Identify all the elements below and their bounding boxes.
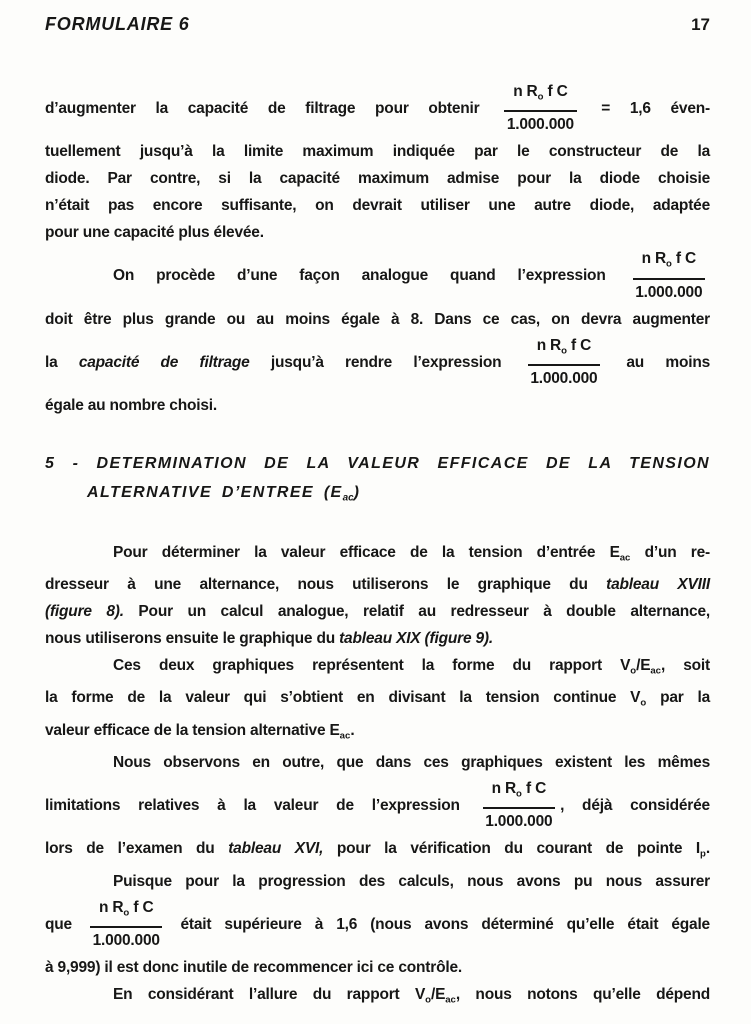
document-body [45,79,710,1013]
text-run: lors de l’examen du [45,840,229,858]
paragraph [45,652,710,749]
text-run: tableau XVIII [606,575,710,593]
text-line [45,219,710,246]
paragraph [45,79,710,246]
section-heading [45,449,710,512]
text-line [45,625,710,652]
text-run: pour la vérification du courant de pointe $I_p$. [323,840,710,860]
text-run: au moins [605,353,711,371]
text-run: diode. Par contre, si la capacité maximum admise pour la diode choisie [45,170,710,188]
text-line [45,895,710,954]
text-run: jusqu’à rendre l’expression [249,353,523,371]
text-run: doit être plus grande ou au moins égale à 8. Dans ce cas, on devra augmenter [45,310,710,328]
text-run: tableau XIX (figure 9). [339,629,493,647]
paragraph [45,749,710,868]
text-run: Pour un calcul analogue, relatif au redresseur à double alternance, [123,602,710,620]
fraction-numerator: n $R_o$ f C [504,81,576,112]
paragraph [45,981,710,1013]
fraction-denominator: 1.000.000 [506,116,574,134]
text-run: Nous observons en outre, que dans ces graphiques existent les mêmes [113,753,710,771]
text-run: limitations relatives à la valeur de l’expression [45,796,478,814]
fraction-denominator: 1.000.000 [530,370,598,388]
text-line [45,138,710,165]
text-run: (figure 8). [45,602,124,620]
text-run: à 9,999) il est donc inutile de recommencer ici ce contrôle. [45,959,462,977]
text-line [45,598,710,625]
text-line [45,539,710,571]
text-run: la forme de la valeur qui s’obtient en divisant la tension continue $V_o$ par la [45,689,710,709]
text-line [45,981,710,1013]
text-run: capacité de filtrage [78,353,250,371]
text-line [45,392,710,419]
page-header [45,14,710,35]
text-run: n’était pas encore suffisante, on devrait utiliser une autre diode, adaptée [45,197,710,215]
document-title: FORMULAIRE 6 [45,14,190,34]
fraction-numerator: n $R_o$ f C [528,335,600,366]
text-run: Pour déterminer la valeur efficace de la tension d’entrée $E_{ac}$ d’un re- [113,543,711,563]
text-line [45,192,710,219]
page-number: 17 [691,15,710,34]
text-run: tuellement jusqu’à la limite maximum indiquée par le constructeur de la [45,143,710,161]
text-line [45,571,710,598]
text-line [45,717,710,749]
text-run: était supérieure à 1,6 (nous avons déterminé qu’elle était égale [167,915,710,933]
text-run: En considérant l’allure du rapport $V_o/E_{ac}$, nous notons qu’elle dépend [113,986,710,1006]
text-run: = 1,6 éven- [581,99,710,117]
text-line [45,835,710,867]
fraction [504,81,576,136]
text-run: que [45,915,86,933]
text-run: égale au nombre choisi. [45,397,217,415]
text-run: tableau XVI, [228,840,324,858]
text-run: la [45,353,79,371]
paragraph [45,868,710,981]
fraction-denominator: 1.000.000 [92,932,160,950]
text-line [45,246,710,305]
text-line [45,165,710,192]
fraction-numerator: n $R_o$ f C [483,778,555,809]
text-run: pour une capacité plus élevée. [45,224,264,242]
text-run: 5 - DETERMINATION DE LA VALEUR EFFICACE DE LA TENSION [45,455,710,473]
text-line [45,333,710,392]
fraction-denominator: 1.000.000 [635,283,703,301]
text-line [45,79,710,138]
text-line [45,478,710,512]
fraction [483,778,555,833]
fraction [633,248,705,303]
text-run: Ces deux graphiques représentent la forme du rapport $V_o/E_{ac}$, soit [113,656,710,677]
paragraph [45,246,710,419]
text-run: Puisque pour la progression des calculs, nous avons pu nous assurer [113,872,710,890]
text-run: , déjà considérée [560,796,710,814]
text-line [45,749,710,776]
text-run: d’augmenter la capacité de filtrage pour obtenir [45,99,500,117]
fraction [528,335,600,390]
fraction [90,897,162,952]
text-run: On procède d’une façon analogue quand l’expression [113,267,628,285]
text-line [45,684,710,716]
fraction-denominator: 1.000.000 [485,813,553,831]
text-run: dresseur à une alternance, nous utiliserons le graphique du [45,575,607,593]
text-line [45,954,710,981]
text-line [45,868,710,895]
text-run: nous utiliserons ensuite le graphique du [45,629,340,647]
text-run: valeur efficace de la tension alternative $E_{ac}$. [45,721,355,741]
paragraph [45,539,710,652]
text-line [45,776,710,835]
text-line [45,652,710,684]
fraction-numerator: n $R_o$ f C [633,248,705,279]
text-line [45,306,710,333]
text-line [45,449,710,478]
text-run: ALTERNATIVE D’ENTREE $(E_{ac})$ [87,484,361,504]
fraction-numerator: n $R_o$ f C [90,897,162,928]
